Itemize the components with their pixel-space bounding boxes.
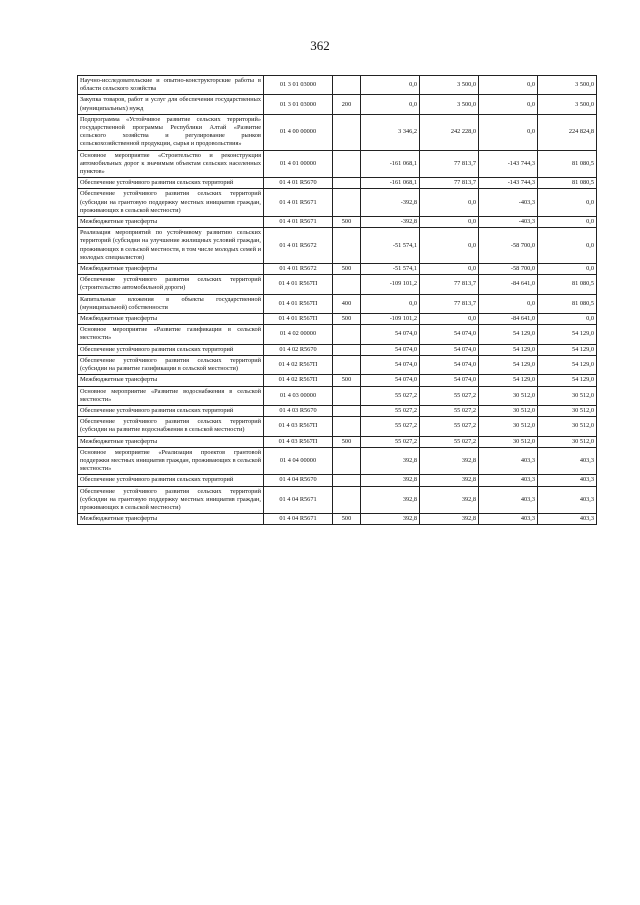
row-value-4-cell: 54 129,0: [538, 344, 597, 355]
row-value-3-cell: -58 700,0: [479, 264, 538, 275]
row-code-cell: 01 4 01 R567П: [264, 314, 333, 325]
row-name-cell: Межбюджетные трансферты: [78, 514, 264, 525]
row-name-cell: Подпрограмма «Устойчивое развитие сельских территорий» государственной программы Республики Алтай «Развитие сельского хозяйства и регулирование рынков сельскохозяйственной продукции, сырья и продовольствия»: [78, 114, 264, 150]
row-code-cell: 01 4 03 00000: [264, 386, 333, 405]
row-value-4-cell: 54 129,0: [538, 325, 597, 344]
row-value-1-cell: -51 574,1: [361, 228, 420, 264]
row-expense-type-cell: 500: [333, 264, 361, 275]
table-row: [78, 405, 597, 416]
row-expense-type-cell: 500: [333, 436, 361, 447]
table-row: [78, 475, 597, 486]
row-expense-type-cell: [333, 405, 361, 416]
row-value-4-cell: 30 512,0: [538, 405, 597, 416]
row-value-4-cell: 403,3: [538, 475, 597, 486]
table-row: [78, 514, 597, 525]
row-name-cell: Обеспечение устойчивого развития сельских территорий (субсидии на грантовую поддержку местных инициатив граждан, проживающих в сельской местности): [78, 486, 264, 514]
row-name-cell: Межбюджетные трансферты: [78, 264, 264, 275]
row-expense-type-cell: [333, 76, 361, 95]
row-expense-type-cell: 500: [333, 514, 361, 525]
row-value-1-cell: 392,8: [361, 514, 420, 525]
row-value-3-cell: -84 641,0: [479, 314, 538, 325]
table-row: [78, 447, 597, 475]
row-name-cell: Реализация мероприятий по устойчивому развитию сельских территорий (субсидии на улучшение жилищных условий граждан, проживающих в сельской местности, в том числе молодых семей и молодых специалистов): [78, 228, 264, 264]
row-name-cell: Межбюджетные трансферты: [78, 375, 264, 386]
row-value-2-cell: 54 074,0: [420, 355, 479, 374]
row-value-4-cell: 81 080,5: [538, 178, 597, 189]
row-code-cell: 01 4 02 R567П: [264, 355, 333, 374]
row-value-2-cell: 3 500,0: [420, 95, 479, 114]
row-value-1-cell: 0,0: [361, 76, 420, 95]
table-row: [78, 355, 597, 374]
row-value-2-cell: 54 074,0: [420, 325, 479, 344]
row-value-1-cell: 55 027,2: [361, 405, 420, 416]
row-expense-type-cell: [333, 178, 361, 189]
row-value-1-cell: -51 574,1: [361, 264, 420, 275]
row-value-1-cell: 3 346,2: [361, 114, 420, 150]
page-number: 362: [310, 38, 330, 53]
row-value-2-cell: 242 228,0: [420, 114, 479, 150]
table-row: [78, 114, 597, 150]
row-value-3-cell: 0,0: [479, 114, 538, 150]
row-value-3-cell: -143 744,3: [479, 150, 538, 178]
row-value-2-cell: 392,8: [420, 486, 479, 514]
row-code-cell: 01 3 01 03000: [264, 95, 333, 114]
row-value-3-cell: 30 512,0: [479, 417, 538, 436]
row-value-4-cell: 403,3: [538, 486, 597, 514]
row-code-cell: 01 4 04 00000: [264, 447, 333, 475]
row-value-2-cell: 55 027,2: [420, 405, 479, 416]
table-row: [78, 344, 597, 355]
row-value-1-cell: -392,8: [361, 189, 420, 217]
row-name-cell: Основное мероприятие «Развитие газификации в сельской местности»: [78, 325, 264, 344]
row-code-cell: 01 4 01 R5671: [264, 217, 333, 228]
row-value-3-cell: 0,0: [479, 294, 538, 313]
row-value-1-cell: -161 068,1: [361, 150, 420, 178]
row-value-2-cell: 392,8: [420, 447, 479, 475]
row-value-4-cell: 30 512,0: [538, 436, 597, 447]
row-value-2-cell: 54 074,0: [420, 344, 479, 355]
row-name-cell: Научно-исследовательские и опытно-конструкторские работы в области сельского хозяйства: [78, 76, 264, 95]
table-row: [78, 264, 597, 275]
row-name-cell: Межбюджетные трансферты: [78, 436, 264, 447]
row-code-cell: 01 4 01 00000: [264, 150, 333, 178]
row-code-cell: 01 4 01 R5672: [264, 264, 333, 275]
row-expense-type-cell: [333, 486, 361, 514]
row-value-4-cell: 81 080,5: [538, 275, 597, 294]
table-row: [78, 76, 597, 95]
row-code-cell: 01 4 03 R567П: [264, 436, 333, 447]
row-value-2-cell: 55 027,2: [420, 417, 479, 436]
row-value-2-cell: 77 813,7: [420, 150, 479, 178]
row-value-4-cell: 3 500,0: [538, 76, 597, 95]
row-name-cell: Обеспечение устойчивого развития сельских территорий: [78, 475, 264, 486]
row-value-2-cell: 77 813,7: [420, 178, 479, 189]
row-value-2-cell: 0,0: [420, 217, 479, 228]
row-value-3-cell: 0,0: [479, 95, 538, 114]
row-value-1-cell: 392,8: [361, 486, 420, 514]
row-expense-type-cell: 500: [333, 314, 361, 325]
row-code-cell: 01 4 04 R5670: [264, 475, 333, 486]
row-value-3-cell: 403,3: [479, 486, 538, 514]
row-value-2-cell: 54 074,0: [420, 375, 479, 386]
row-value-4-cell: 0,0: [538, 228, 597, 264]
row-value-4-cell: 54 129,0: [538, 355, 597, 374]
row-code-cell: 01 4 01 R5672: [264, 228, 333, 264]
row-expense-type-cell: 500: [333, 217, 361, 228]
row-value-4-cell: 224 824,8: [538, 114, 597, 150]
row-code-cell: 01 4 02 R5670: [264, 344, 333, 355]
row-value-3-cell: -403,3: [479, 189, 538, 217]
row-value-2-cell: 55 027,2: [420, 436, 479, 447]
row-value-1-cell: 55 027,2: [361, 436, 420, 447]
row-value-1-cell: 54 074,0: [361, 375, 420, 386]
row-value-1-cell: -109 101,2: [361, 275, 420, 294]
row-value-4-cell: 0,0: [538, 314, 597, 325]
row-value-1-cell: 54 074,0: [361, 325, 420, 344]
row-value-3-cell: -143 744,3: [479, 178, 538, 189]
row-code-cell: 01 4 04 R5671: [264, 486, 333, 514]
row-value-3-cell: 0,0: [479, 76, 538, 95]
row-name-cell: Основное мероприятие «Развитие водоснабжения в сельской местности»: [78, 386, 264, 405]
row-expense-type-cell: [333, 386, 361, 405]
table-row: [78, 217, 597, 228]
row-value-3-cell: 403,3: [479, 514, 538, 525]
row-value-2-cell: 0,0: [420, 228, 479, 264]
row-value-4-cell: 0,0: [538, 264, 597, 275]
row-name-cell: Обеспечение устойчивого развития сельских территорий: [78, 405, 264, 416]
row-code-cell: 01 4 01 R567П: [264, 275, 333, 294]
row-value-3-cell: 30 512,0: [479, 405, 538, 416]
row-value-1-cell: 392,8: [361, 447, 420, 475]
row-value-3-cell: 30 512,0: [479, 386, 538, 405]
row-value-3-cell: 30 512,0: [479, 436, 538, 447]
row-value-2-cell: 55 027,2: [420, 386, 479, 405]
row-value-2-cell: 392,8: [420, 514, 479, 525]
row-value-2-cell: 3 500,0: [420, 76, 479, 95]
row-value-2-cell: 0,0: [420, 264, 479, 275]
table-row: [78, 375, 597, 386]
row-value-1-cell: 55 027,2: [361, 386, 420, 405]
row-value-4-cell: 54 129,0: [538, 375, 597, 386]
row-value-1-cell: -109 101,2: [361, 314, 420, 325]
row-value-4-cell: 81 080,5: [538, 150, 597, 178]
row-expense-type-cell: [333, 344, 361, 355]
row-code-cell: 01 4 04 R5671: [264, 514, 333, 525]
row-value-1-cell: 0,0: [361, 95, 420, 114]
row-name-cell: Межбюджетные трансферты: [78, 314, 264, 325]
row-expense-type-cell: [333, 447, 361, 475]
row-value-4-cell: 0,0: [538, 217, 597, 228]
row-value-4-cell: 81 080,5: [538, 294, 597, 313]
row-expense-type-cell: 200: [333, 95, 361, 114]
row-value-3-cell: 54 129,0: [479, 375, 538, 386]
table-row: [78, 486, 597, 514]
row-value-1-cell: -392,8: [361, 217, 420, 228]
row-expense-type-cell: 400: [333, 294, 361, 313]
row-expense-type-cell: 500: [333, 375, 361, 386]
row-name-cell: Обеспечение устойчивого развития сельских территорий: [78, 178, 264, 189]
row-expense-type-cell: [333, 417, 361, 436]
row-value-2-cell: 77 813,7: [420, 275, 479, 294]
row-name-cell: Обеспечение устойчивого развития сельских территорий (субсидии на грантовую поддержку местных инициатив граждан, проживающих в сельской местности): [78, 189, 264, 217]
row-name-cell: Обеспечение устойчивого развития сельских территорий (строительство автомобильной дороги): [78, 275, 264, 294]
row-value-1-cell: 55 027,2: [361, 417, 420, 436]
row-name-cell: Обеспечение устойчивого развития сельских территорий: [78, 344, 264, 355]
row-code-cell: 01 3 01 03000: [264, 76, 333, 95]
row-value-2-cell: 0,0: [420, 189, 479, 217]
row-value-3-cell: -58 700,0: [479, 228, 538, 264]
row-value-1-cell: 54 074,0: [361, 344, 420, 355]
row-expense-type-cell: [333, 228, 361, 264]
row-expense-type-cell: [333, 325, 361, 344]
table-body: [78, 76, 597, 525]
row-code-cell: 01 4 01 R567П: [264, 294, 333, 313]
row-name-cell: Основное мероприятие «Реализация проектов грантовой поддержки местных инициатив граждан, проживающих в сельской местности»: [78, 447, 264, 475]
row-value-1-cell: 54 074,0: [361, 355, 420, 374]
row-code-cell: 01 4 02 R567П: [264, 375, 333, 386]
row-value-2-cell: 77 813,7: [420, 294, 479, 313]
table-row: [78, 314, 597, 325]
row-value-3-cell: 403,3: [479, 475, 538, 486]
row-code-cell: 01 4 01 R5670: [264, 178, 333, 189]
row-value-3-cell: -84 641,0: [479, 275, 538, 294]
row-name-cell: Основное мероприятие «Строительство и реконструкция автомобильных дорог к значимым объектам сельских населенных пунктов»: [78, 150, 264, 178]
row-value-2-cell: 0,0: [420, 314, 479, 325]
row-expense-type-cell: [333, 189, 361, 217]
table-row: [78, 294, 597, 313]
row-value-3-cell: -403,3: [479, 217, 538, 228]
table-row: [78, 275, 597, 294]
table-row: [78, 417, 597, 436]
row-value-4-cell: 403,3: [538, 447, 597, 475]
row-value-3-cell: 54 129,0: [479, 344, 538, 355]
row-code-cell: 01 4 01 R5671: [264, 189, 333, 217]
row-code-cell: 01 4 03 R5670: [264, 405, 333, 416]
budget-table: [77, 75, 597, 525]
table-row: [78, 95, 597, 114]
table-row: [78, 178, 597, 189]
row-value-3-cell: 54 129,0: [479, 325, 538, 344]
table-row: [78, 325, 597, 344]
row-value-4-cell: 30 512,0: [538, 417, 597, 436]
row-name-cell: Капитальные вложения в объекты государственной (муниципальной) собственности: [78, 294, 264, 313]
row-name-cell: Закупка товаров, работ и услуг для обеспечения государственных (муниципальных) нужд: [78, 95, 264, 114]
row-value-4-cell: 3 500,0: [538, 95, 597, 114]
row-value-1-cell: -161 068,1: [361, 178, 420, 189]
row-value-4-cell: 0,0: [538, 189, 597, 217]
row-value-1-cell: 0,0: [361, 294, 420, 313]
row-value-3-cell: 403,3: [479, 447, 538, 475]
table-row: [78, 150, 597, 178]
row-name-cell: Межбюджетные трансферты: [78, 217, 264, 228]
row-code-cell: 01 4 03 R567П: [264, 417, 333, 436]
row-expense-type-cell: [333, 355, 361, 374]
row-code-cell: 01 4 00 00000: [264, 114, 333, 150]
row-expense-type-cell: [333, 275, 361, 294]
row-expense-type-cell: [333, 475, 361, 486]
table-row: [78, 189, 597, 217]
row-value-1-cell: 392,8: [361, 475, 420, 486]
row-value-4-cell: 403,3: [538, 514, 597, 525]
row-code-cell: 01 4 02 00000: [264, 325, 333, 344]
row-value-3-cell: 54 129,0: [479, 355, 538, 374]
row-name-cell: Обеспечение устойчивого развития сельских территорий (субсидии на развитие газификации в сельской местности): [78, 355, 264, 374]
row-expense-type-cell: [333, 150, 361, 178]
table-row: [78, 436, 597, 447]
table-row: [78, 228, 597, 264]
row-expense-type-cell: [333, 114, 361, 150]
table-row: [78, 386, 597, 405]
row-value-4-cell: 30 512,0: [538, 386, 597, 405]
row-value-2-cell: 392,8: [420, 475, 479, 486]
row-name-cell: Обеспечение устойчивого развития сельских территорий (субсидии на развитие водоснабжения в сельской местности): [78, 417, 264, 436]
